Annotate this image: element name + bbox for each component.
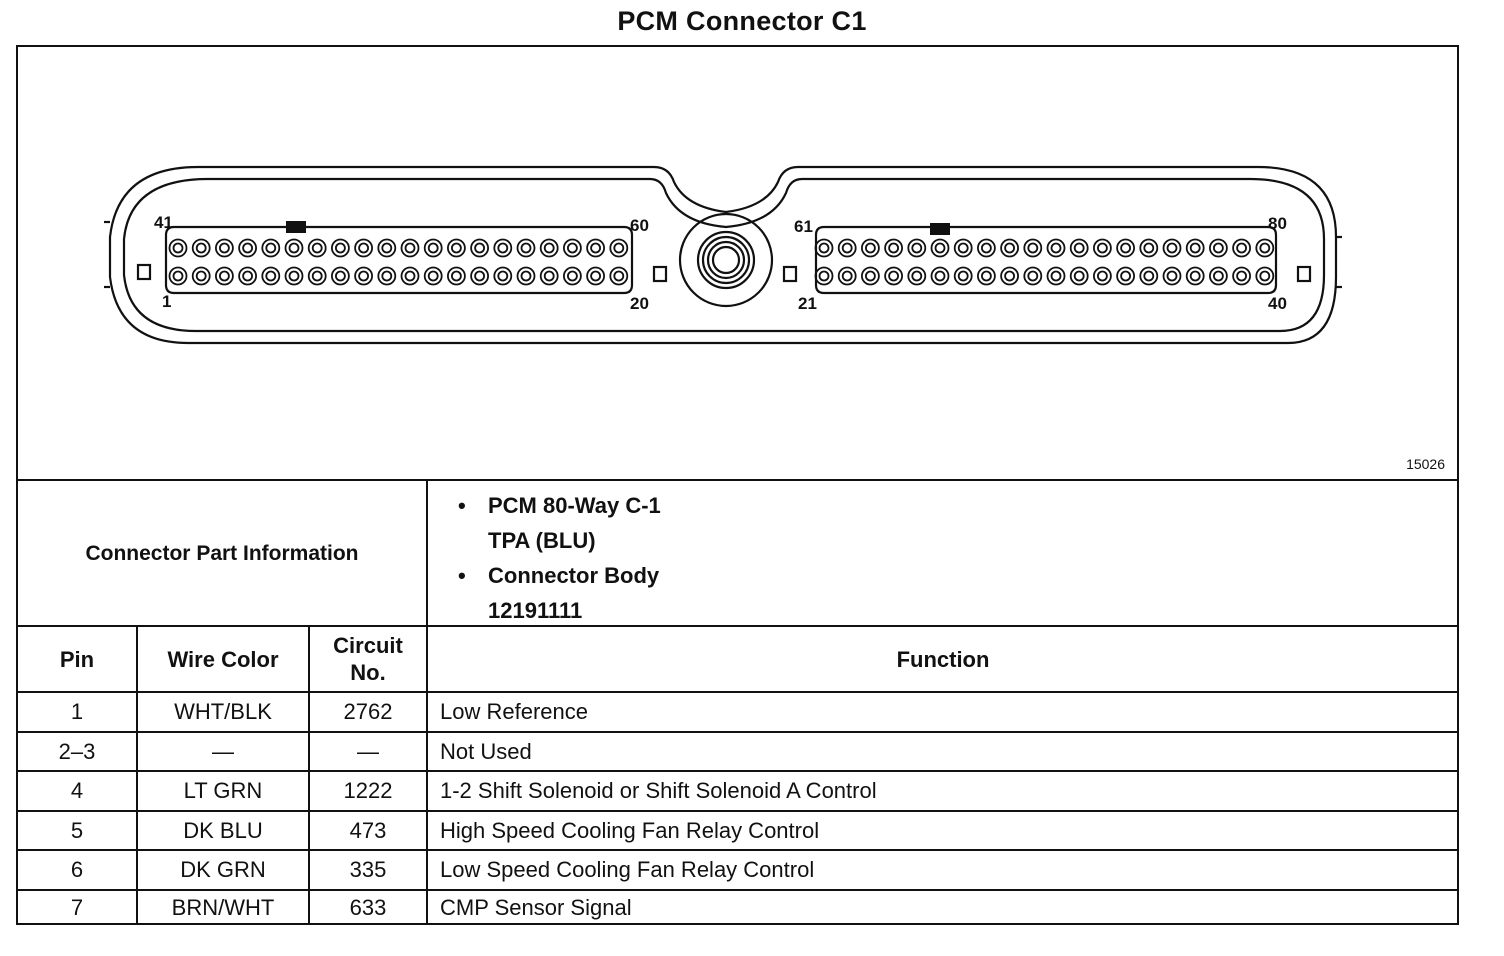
- pin-cavity: [1210, 268, 1227, 285]
- pin-cavity-inner: [982, 272, 991, 281]
- pin-cavity: [309, 240, 326, 257]
- pin-cavity-inner: [982, 244, 991, 253]
- pin-cavity-inner: [522, 244, 531, 253]
- pin-cavity-inner: [174, 272, 183, 281]
- pin-cavity: [1187, 268, 1204, 285]
- pin-cavity-inner: [1052, 272, 1061, 281]
- pin-cavity-inner: [220, 272, 229, 281]
- pin-cavity: [216, 240, 233, 257]
- pin-cavity-inner: [912, 244, 921, 253]
- pin-cavity-inner: [406, 244, 415, 253]
- pin-cavity: [1117, 268, 1134, 285]
- pin-cavity-inner: [568, 272, 577, 281]
- pin-cavity-inner: [220, 244, 229, 253]
- pin-cavity: [355, 268, 372, 285]
- pin-cavity-inner: [197, 272, 206, 281]
- pin-cavity-inner: [266, 272, 275, 281]
- pin-cavity: [816, 240, 833, 257]
- pin-cavity-inner: [452, 272, 461, 281]
- pin-cavity: [1256, 240, 1273, 257]
- pin-cavity: [1164, 240, 1181, 257]
- pin-label-21: 21: [798, 294, 817, 313]
- pin-cavity-inner: [475, 244, 484, 253]
- pin-cavity-inner: [406, 272, 415, 281]
- pin-cavity: [862, 268, 879, 285]
- pin-cavity: [1094, 240, 1111, 257]
- center-post-ring-4: [713, 247, 739, 273]
- pin-cavity-inner: [843, 272, 852, 281]
- pin-cavity-inner: [568, 244, 577, 253]
- pin-cavity-inner: [866, 272, 875, 281]
- pin-cavity: [262, 268, 279, 285]
- pin-cavity: [978, 268, 995, 285]
- pin-label-80: 80: [1268, 214, 1287, 233]
- pin-cavity: [541, 268, 558, 285]
- header-pin: Pin: [59, 646, 95, 672]
- polarizing-key-left: [286, 221, 306, 233]
- pin-cavity: [286, 240, 303, 257]
- pin-cavity: [955, 240, 972, 257]
- pin-cavity: [908, 268, 925, 285]
- pin-cavity: [564, 240, 581, 257]
- cell-wire: LT GRN: [183, 778, 263, 803]
- pin-cavity-inner: [591, 272, 600, 281]
- pin-cavity: [170, 240, 187, 257]
- pin-cavity: [425, 240, 442, 257]
- left-pin-array: [170, 240, 628, 285]
- page-title: PCM Connector C1: [617, 6, 867, 36]
- pin-cavity: [932, 268, 949, 285]
- pin-cavity-inner: [243, 272, 252, 281]
- pin-cavity: [564, 268, 581, 285]
- pin-cavity: [816, 268, 833, 285]
- pin-cavity: [587, 268, 604, 285]
- cell-function: Low Reference: [440, 699, 588, 724]
- cell-pin: 6: [70, 857, 84, 882]
- cell-circuit: 335: [349, 857, 387, 882]
- pin-cavity: [1187, 240, 1204, 257]
- bullet: •: [458, 493, 466, 518]
- pin-cavity: [170, 268, 187, 285]
- pin-label-60: 60: [630, 216, 649, 235]
- pin-cavity-inner: [912, 272, 921, 281]
- pin-cavity-inner: [174, 244, 183, 253]
- pin-label-1: 1: [162, 292, 172, 311]
- pin-cavity: [402, 268, 419, 285]
- pin-cavity: [1210, 240, 1227, 257]
- part-info-item-1-line2: TPA (BLU): [488, 528, 596, 553]
- pin-cavity: [471, 268, 488, 285]
- pin-cavity: [610, 268, 627, 285]
- pin-cavity-inner: [1075, 244, 1084, 253]
- pin-cavity-inner: [522, 272, 531, 281]
- pin-cavity-inner: [452, 244, 461, 253]
- cell-pin: 2–3: [58, 738, 96, 764]
- center-post-ring-2: [703, 237, 749, 283]
- pin-cavity-inner: [1121, 244, 1130, 253]
- left-block-outline: [166, 227, 632, 293]
- part-info-item-2-line1: Connector Body: [488, 563, 660, 588]
- pin-cavity-inner: [820, 244, 829, 253]
- latch-right: [1298, 267, 1310, 281]
- pin-cavity-inner: [197, 244, 206, 253]
- pin-cavity-inner: [959, 272, 968, 281]
- pin-cavity-inner: [266, 244, 275, 253]
- cell-wire: BRN/WHT: [171, 895, 275, 920]
- pin-cavity-inner: [959, 244, 968, 253]
- cell-pin: 5: [70, 817, 84, 843]
- figure-id: 15026: [1406, 456, 1445, 472]
- pin-cavity: [193, 240, 210, 257]
- cell-function: CMP Sensor Signal: [440, 895, 632, 920]
- cell-function: 1-2 Shift Solenoid or Shift Solenoid A Control: [440, 778, 877, 803]
- cell-wire: DK BLU: [183, 817, 263, 843]
- pin-cavity-inner: [1121, 272, 1130, 281]
- pin-cavity: [1001, 240, 1018, 257]
- pin-cavity-inner: [545, 272, 554, 281]
- pin-cavity-inner: [1028, 244, 1037, 253]
- pin-cavity-inner: [1168, 272, 1177, 281]
- pin-label-41: 41: [154, 213, 173, 232]
- pin-cavity-inner: [1028, 272, 1037, 281]
- pin-cavity-inner: [313, 272, 322, 281]
- pin-cavity: [1001, 268, 1018, 285]
- pin-cavity-inner: [1237, 244, 1246, 253]
- pin-cavity: [193, 268, 210, 285]
- cell-circuit: —: [357, 738, 379, 764]
- pin-cavity-inner: [545, 244, 554, 253]
- pin-cavity: [908, 240, 925, 257]
- pin-cavity: [839, 240, 856, 257]
- cell-circuit: 2762: [343, 699, 393, 724]
- pin-cavity: [1071, 240, 1088, 257]
- pin-cavity-inner: [820, 272, 829, 281]
- pin-cavity-inner: [1098, 272, 1107, 281]
- part-info-item-2-line2: 12191111: [488, 598, 583, 623]
- pin-cavity: [862, 240, 879, 257]
- pin-cavity: [332, 240, 349, 257]
- header-circuit-line1: Circuit: [333, 633, 403, 658]
- pin-label-40: 40: [1268, 294, 1287, 313]
- pin-cavity: [402, 240, 419, 257]
- pin-cavity-inner: [1191, 244, 1200, 253]
- connector-frame: [16, 45, 1459, 925]
- pin-cavity: [1256, 268, 1273, 285]
- pin-cavity-inner: [1260, 272, 1269, 281]
- pin-cavity: [885, 268, 902, 285]
- pin-cavity-inner: [359, 244, 368, 253]
- part-info-list: [458, 488, 661, 628]
- divider-diagram: [18, 479, 1458, 481]
- cell-circuit: 473: [349, 817, 387, 843]
- pin-cavity: [216, 268, 233, 285]
- pin-cavity: [610, 240, 627, 257]
- pin-cavity: [332, 268, 349, 285]
- pin-cavity-inner: [336, 244, 345, 253]
- pin-cavity-inner: [614, 272, 623, 281]
- pin-cavity-inner: [313, 244, 322, 253]
- cell-circuit: 1222: [343, 778, 393, 803]
- pin-cavity: [955, 268, 972, 285]
- pin-cavity-inner: [1052, 244, 1061, 253]
- header-circuit-line2: No.: [350, 660, 386, 685]
- pin-cavity-inner: [1098, 244, 1107, 253]
- part-info-label: Connector Part Information: [85, 542, 359, 565]
- pin-cavity: [494, 268, 511, 285]
- pin-cavity-inner: [359, 272, 368, 281]
- pin-cavity: [1233, 268, 1250, 285]
- pin-cavity: [1071, 268, 1088, 285]
- pin-cavity-inner: [1005, 244, 1014, 253]
- latch-mid-right: [784, 267, 796, 281]
- cell-circuit: 633: [349, 895, 387, 920]
- bullet: •: [458, 563, 466, 588]
- pin-cavity-inner: [889, 244, 898, 253]
- pin-cavity-inner: [1191, 272, 1200, 281]
- pin-cavity-inner: [936, 244, 945, 253]
- pin-cavity: [239, 240, 256, 257]
- pin-cavity-inner: [1144, 272, 1153, 281]
- pin-cavity: [518, 240, 535, 257]
- pin-cavity: [471, 240, 488, 257]
- cell-pin: 7: [70, 895, 84, 920]
- pin-cavity: [494, 240, 511, 257]
- pin-cavity: [978, 240, 995, 257]
- pin-cavity-inner: [290, 272, 299, 281]
- pin-cavity-inner: [889, 272, 898, 281]
- pin-cavity-inner: [382, 272, 391, 281]
- pin-label-61: 61: [794, 217, 813, 236]
- pin-cavity: [1164, 268, 1181, 285]
- pin-cavity: [1233, 240, 1250, 257]
- pin-cavity-inner: [1075, 272, 1084, 281]
- pin-cavity-inner: [1214, 244, 1223, 253]
- right-block-outline: [816, 227, 1276, 293]
- pin-cavity: [286, 268, 303, 285]
- pin-cavity: [1094, 268, 1111, 285]
- pin-cavity: [448, 240, 465, 257]
- pin-cavity-inner: [1214, 272, 1223, 281]
- pin-cavity-inner: [243, 244, 252, 253]
- pin-cavity: [448, 268, 465, 285]
- pin-cavity-inner: [336, 272, 345, 281]
- pin-cavity-inner: [429, 244, 438, 253]
- pin-cavity: [309, 268, 326, 285]
- pin-cavity: [932, 240, 949, 257]
- pin-cavity-inner: [614, 244, 623, 253]
- cell-pin: 4: [70, 778, 84, 803]
- right-pin-array: [816, 240, 1274, 285]
- pin-cavity-inner: [1260, 244, 1269, 253]
- connector-diagram: [18, 47, 1458, 481]
- pin-cavity: [355, 240, 372, 257]
- latch-left: [138, 265, 150, 279]
- pin-cavity: [541, 240, 558, 257]
- pin-cavity: [1140, 268, 1157, 285]
- cell-function: Low Speed Cooling Fan Relay Control: [440, 857, 815, 882]
- pin-cavity-inner: [1005, 272, 1014, 281]
- pin-cavity-inner: [475, 272, 484, 281]
- pin-cavity-inner: [290, 244, 299, 253]
- pin-cavity: [587, 240, 604, 257]
- cell-wire: —: [212, 738, 234, 764]
- cell-function: Not Used: [440, 738, 532, 764]
- header-wire-color: Wire Color: [167, 646, 279, 672]
- pin-cavity: [1117, 240, 1134, 257]
- pin-cavity: [378, 268, 395, 285]
- pin-cavity: [839, 268, 856, 285]
- pin-cavity-inner: [498, 272, 507, 281]
- pin-cavity: [425, 268, 442, 285]
- pin-cavity: [1048, 240, 1065, 257]
- center-post-ring-1: [698, 232, 754, 288]
- pin-cavity-inner: [866, 244, 875, 253]
- pin-cavity: [1048, 268, 1065, 285]
- header-circuit-no: [310, 627, 426, 691]
- pin-cavity: [1140, 240, 1157, 257]
- pin-cavity-inner: [498, 244, 507, 253]
- pin-cavity-inner: [591, 244, 600, 253]
- cell-wire: WHT/BLK: [174, 699, 272, 724]
- pin-cavity: [885, 240, 902, 257]
- pin-cavity: [239, 268, 256, 285]
- header-function: Function: [896, 646, 990, 672]
- pin-cavity-inner: [843, 244, 852, 253]
- pin-cavity-inner: [936, 272, 945, 281]
- part-info-item-1-line1: PCM 80-Way C-1: [488, 493, 661, 518]
- pin-cavity-inner: [1237, 272, 1246, 281]
- cell-wire: DK GRN: [180, 857, 266, 882]
- pin-cavity-inner: [1168, 244, 1177, 253]
- pin-cavity: [378, 240, 395, 257]
- pin-cavity: [1024, 240, 1041, 257]
- cell-pin: 1: [70, 699, 84, 724]
- polarizing-key-right: [930, 223, 950, 235]
- cell-function: High Speed Cooling Fan Relay Control: [440, 817, 820, 843]
- latch-mid-left: [654, 267, 666, 281]
- pin-label-20: 20: [630, 294, 649, 313]
- pin-cavity: [518, 268, 535, 285]
- pin-cavity-inner: [429, 272, 438, 281]
- pin-cavity: [262, 240, 279, 257]
- pin-cavity-inner: [382, 244, 391, 253]
- pin-cavity: [1024, 268, 1041, 285]
- pin-cavity-inner: [1144, 244, 1153, 253]
